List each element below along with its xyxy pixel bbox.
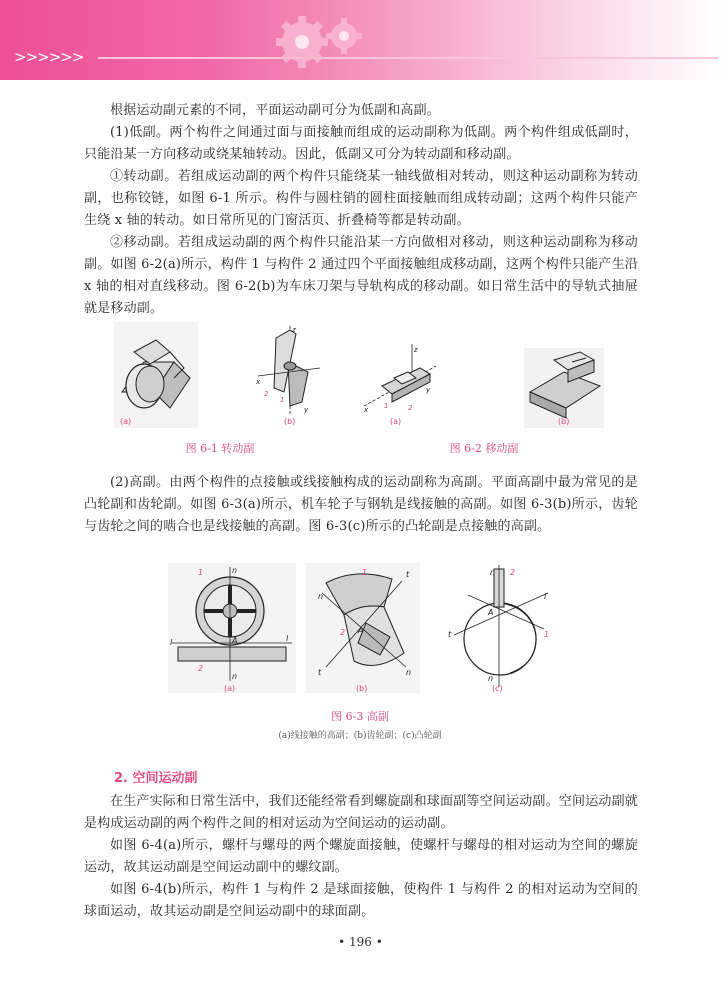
fig62a-1: 1 [384,402,389,410]
fig62a-label: (a) [390,417,402,426]
fig63a-l-right: l [286,634,289,643]
fig63a-2: 2 [198,664,204,673]
fig61b-1: 1 [280,396,285,404]
fig63c-n-bottom: n [488,674,494,683]
fig63-caption: 图 6-3 高副 [331,710,389,723]
low-pair-paragraph: (1)低副。两个构件之间通过面与面接触而组成的运动副称为低副。两个构件组成低副时，只能沿某一方向移动或绕某轴转动。因此，低副又可分为转动副和移动副。 [84,125,638,162]
chevron-decoration: >>>>>> [14,48,84,66]
fig63b-2: 2 [340,628,346,637]
fig62-caption: 图 6-2 移动副 [449,442,519,455]
fig61a-label: (a) [120,417,132,426]
figure-6-1b [250,322,330,428]
fig63c-A: A [488,608,494,617]
fig63a-1: 1 [198,568,204,577]
fig63b-1: 1 [362,568,368,577]
fig63b-A: A [358,626,364,635]
fig61b-y: y [304,406,309,414]
header-rule [98,57,718,59]
intro-paragraph: 根据运动副元素的不同，平面运动副可分为低副和高副。 [110,103,441,118]
fig63b-n-left: n [318,592,324,601]
high-pair-block [84,472,638,538]
fig63a-label: (a) [224,684,236,693]
spatial-paragraph-2: 如图 6-4(a)所示，螺杆与螺母的两个螺旋面接触，使螺杆与螺母的相对运动为空间的螺旋运动，故其运动副是空间运动副中的螺纹副。 [84,838,638,875]
fig61b-x: x [256,378,261,386]
fig63c-label: (c) [492,684,503,693]
figure-6-3b [306,563,420,693]
fig62b-label: (b) [558,417,570,426]
fig63b-t-bottom: t [318,668,322,677]
fig61b-2: 2 [264,390,269,398]
figure-6-2b [524,348,604,428]
prismatic-paragraph: ②移动副。若组成运动副的两个构件只能沿某一方向做相对移动，则这种运动副称为移动副。如图 6-2(a)所示，构件 1 与构件 2 通过四个平面接触组成移动副，这两个构件只能产生沿 x 轴的相对直线移动。图 6-2(b)为车床刀架与导轨构成的移动副。如日常生活中的导轨式抽屉就是移动副。 [84,235,638,316]
fig62a-z: z [414,346,418,354]
fig63a-n-bottom: n [232,672,238,681]
spatial-block [84,791,638,923]
revolute-paragraph: ①转动副。若组成运动副的两个构件只能绕某一轴线做相对转动，则这种运动副称为转动副，也称铰链，如图 6-1 所示。构件与圆柱销的圆柱面接触而组成转动副；这两个构件只能产生绕 x 轴的转动。如日常所见的门窗活页、折叠椅等都是转动副。 [84,169,638,228]
section-2-heading: 2. 空间运动副 [114,771,198,786]
figure-6-2a [360,342,440,428]
figure-6-3a [168,563,296,693]
figure-6-1a [114,322,198,428]
figure-6-3c [440,563,556,693]
fig62a-y: y [426,386,431,394]
fig63c-t: t [448,630,452,639]
fig63c-2: 2 [510,568,516,577]
fig63c-1: 1 [544,630,550,639]
high-pair-paragraph: (2)高副。由两个构件的点接触或线接触构成的运动副称为高副。平面高副中最为常见的是凸轮副和齿轮副。如图 6-3(a)所示，机车轮子与钢轨是线接触的高副。如图 6-3(b)所示，齿轮与齿轮之间的啮合也是线接触的高副。图 6-3(c)所示的凸轮副是点接触的高副。 [84,475,638,534]
fig62a-x: x [364,406,369,414]
fig63b-n-right: n [406,668,412,677]
spatial-paragraph-1: 在生产实际和日常生活中，我们还能经常看到螺旋副和球面副等空间运动副。空间运动副就是构成运动副的两个构件之间的相对运动为空间运动的运动副。 [84,794,639,831]
fig63-subcaption: (a)线接触的高副；(b)齿轮副；(c)凸轮副 [278,731,442,741]
page-number: • 196 • [338,935,383,949]
fig61b-z: z [292,326,296,334]
fig63c-n-top: n [490,568,496,577]
fig62a-2: 2 [408,404,413,412]
fig63a-l-left: l [170,638,173,647]
fig63a-n-top: n [232,566,238,575]
gear-icon [262,6,382,78]
fig61-caption: 图 6-1 转动副 [185,442,255,455]
spatial-paragraph-3: 如图 6-4(b)所示，构件 1 与构件 2 是球面接触，使构件 1 与构件 2 的相对运动为空间的球面运动，故其运动副是空间运动副中的球面副。 [84,882,638,919]
fig63a-A: A [232,636,238,645]
fig63c-l: l [544,592,547,601]
fig63b-t-top: t [406,570,410,579]
page-body [84,100,638,320]
fig63b-label: (b) [356,684,368,693]
fig61b-label: (b) [284,417,296,426]
